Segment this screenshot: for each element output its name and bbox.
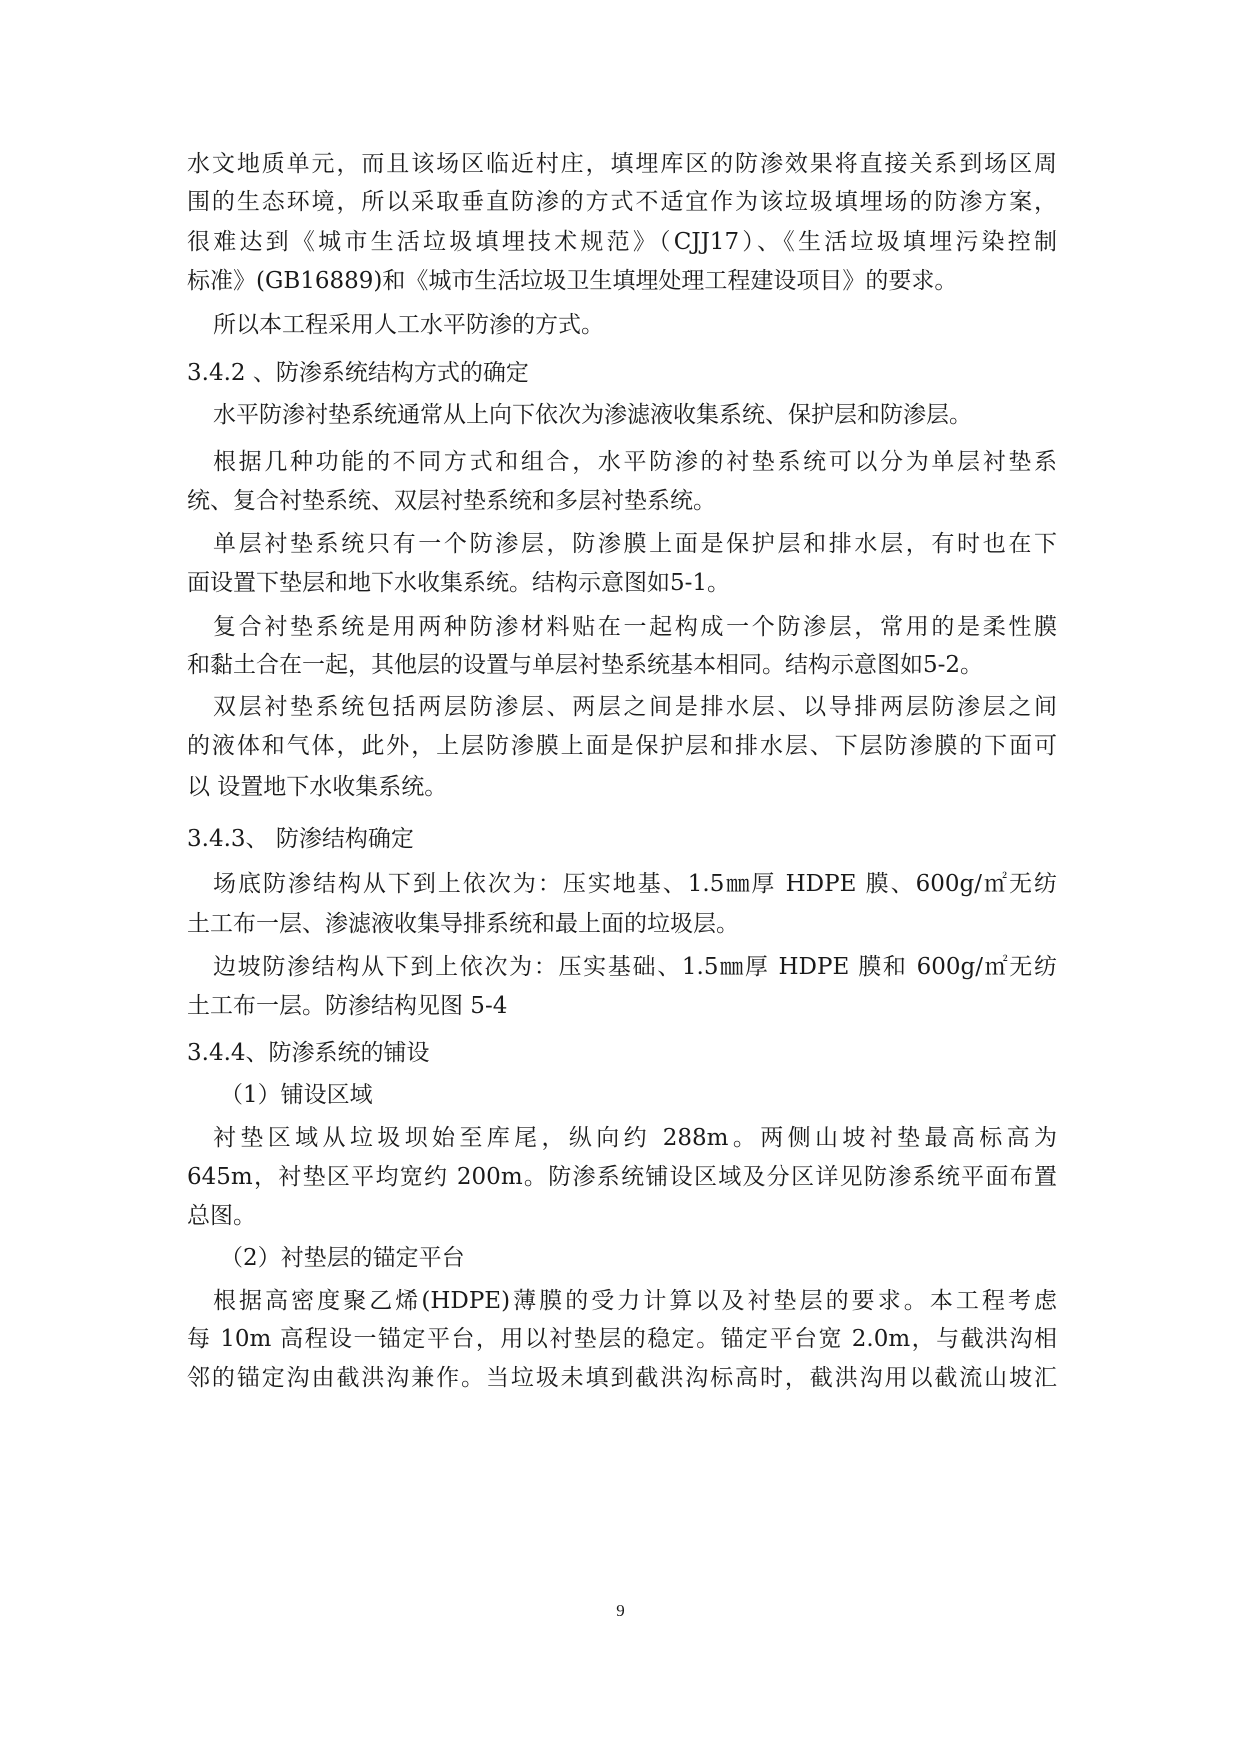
paragraph-line: 复合衬垫系统是用两种防渗材料贴在一起构成一个防渗层，常用的是柔性膜 (213, 614, 1057, 640)
body-text-line: 很难达到《城市生活垃圾填埋技术规范》（CJJ17）、《生活垃圾填埋污染控制 (187, 229, 1057, 255)
paragraph-line: 双层衬垫系统包括两层防渗层、两层之间是排水层、以导排两层防渗层之间 (213, 694, 1057, 720)
body-text-line: 围的生态环境，所以采取垂直防渗的方式不适宜作为该垃圾填埋场的防渗方案， (187, 189, 1057, 215)
subsection-heading: （2）衬垫层的锚定平台 (220, 1245, 465, 1271)
body-text-line: 的液体和气体，此外，上层防渗膜上面是保护层和排水层、下层防渗膜的下面可 (187, 733, 1057, 759)
body-text-line: 水文地质单元，而且该场区临近村庄，填埋库区的防渗效果将直接关系到场区周 (187, 151, 1057, 177)
page-number: 9 (616, 1601, 625, 1620)
body-text-line: 和黏土合在一起，其他层的设置与单层衬垫系统基本相同。结构示意图如5-2。 (187, 652, 984, 678)
body-text-line: 每 10m 高程设一锚定平台，用以衬垫层的稳定。锚定平台宽 2.0m，与截洪沟相 (187, 1326, 1057, 1352)
body-text-line: 土工布一层、渗滤液收集导排系统和最上面的垃圾层。 (187, 911, 739, 937)
body-text-line: 邻的锚定沟由截洪沟兼作。当垃圾未填到截洪沟标高时，截洪沟用以截流山坡汇 (187, 1365, 1057, 1391)
subsection-heading: （1）铺设区域 (220, 1082, 373, 1108)
section-heading: 3.4.4、防渗系统的铺设 (187, 1040, 430, 1066)
body-text-line: 645m，衬垫区平均宽约 200m。防渗系统铺设区域及分区详见防渗系统平面布置 (187, 1164, 1057, 1190)
body-text-line: 土工布一层。防渗结构见图 5-4 (187, 993, 508, 1019)
paragraph-line: 根据高密度聚乙烯(HDPE)薄膜的受力计算以及衬垫层的要求。本工程考虑 (213, 1288, 1057, 1314)
paragraph-line: 单层衬垫系统只有一个防渗层，防渗膜上面是保护层和排水层，有时也在下 (213, 531, 1057, 557)
paragraph-line: 边坡防渗结构从下到上依次为：压实基础、1.5㎜厚 HDPE 膜和 600g/㎡无纺 (213, 954, 1057, 980)
body-text-line: 统、复合衬垫系统、双层衬垫系统和多层衬垫系统。 (187, 488, 716, 514)
paragraph-line: 所以本工程采用人工水平防渗的方式。 (213, 312, 604, 338)
body-text-line: 面设置下垫层和地下水收集系统。结构示意图如5-1。 (187, 570, 731, 596)
body-text-line: 以 设置地下水收集系统。 (187, 774, 448, 800)
paragraph-line: 根据几种功能的不同方式和组合，水平防渗的衬垫系统可以分为单层衬垫系 (213, 449, 1057, 475)
paragraph-line: 水平防渗衬垫系统通常从上向下依次为渗滤液收集系统、保护层和防渗层。 (213, 402, 972, 428)
section-heading: 3.4.2 、防渗系统结构方式的确定 (187, 360, 529, 386)
body-text-line: 标准》(GB16889)和《城市生活垃圾卫生填埋处理工程建设项目》的要求。 (187, 268, 958, 294)
body-text-line: 总图。 (187, 1203, 256, 1229)
paragraph-line: 场底防渗结构从下到上依次为：压实地基、1.5㎜厚 HDPE 膜、600g/㎡无纺 (213, 871, 1057, 897)
paragraph-line: 衬垫区域从垃圾坝始至库尾，纵向约 288m。两侧山坡衬垫最高标高为 (213, 1125, 1057, 1151)
section-heading: 3.4.3、 防渗结构确定 (187, 826, 414, 852)
